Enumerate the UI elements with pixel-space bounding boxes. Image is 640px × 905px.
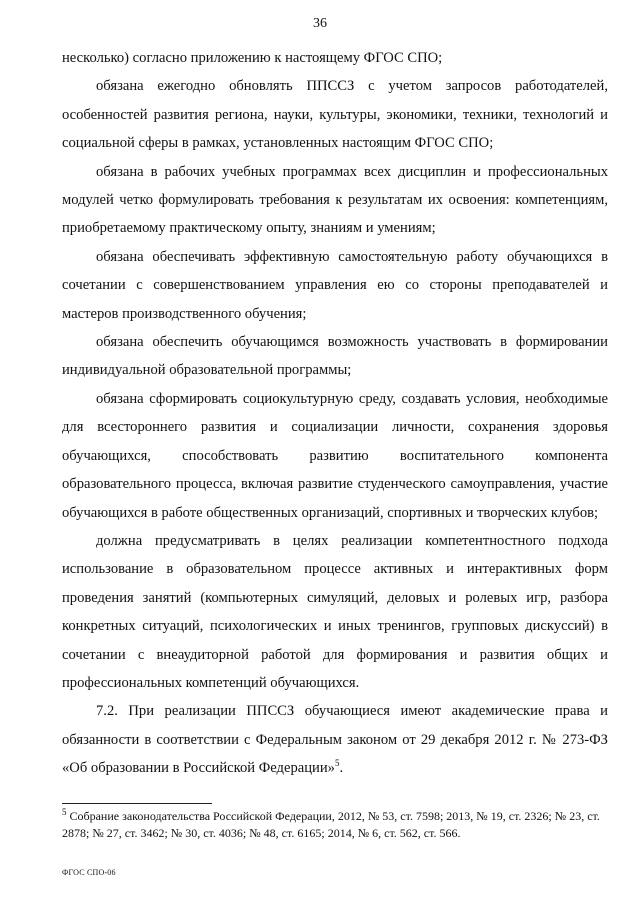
paragraph-interactive-forms: должна предусматривать в целях реализации компетентностного подхода использование в образовательном процессе активных и интерактивных форм проведения занятий (компьютерных симуляций, деловых и ролевых игр, разбора конкретных ситуаций, психологических и иных тренингов, групповых дискуссий) в сочетании с внеаудиторной работой для формирования и развития общих и профессиональных компетенций обучающихся. <box>62 532 608 691</box>
footnote-marker: 5 <box>62 807 67 817</box>
paragraph-update-ppssz: обязана ежегодно обновлять ППССЗ с учетом запросов работодателей, особенностей развития региона, науки, культуры, экономики, техники, технологий и социальной сферы в рамках, установленных настоящим ФГОС СПО; <box>62 78 608 152</box>
section-7-2-text: 7.2. При реализации ППССЗ обучающиеся имеют академические права и обязанности в соответствии с Федеральным законом от 29 декабря 2012 г. № 273-ФЗ «Об образовании в Российской Федерации» <box>62 703 608 777</box>
paragraph-continuation: несколько) согласно приложению к настоящему ФГОС СПО; <box>62 50 443 66</box>
footnote-separator <box>62 803 212 804</box>
document-body <box>62 44 608 783</box>
footer-code: ФГОС СПО-06 <box>62 868 116 877</box>
footnote-reference: 5 <box>334 758 340 769</box>
paragraph-sociocultural-environment: обязана сформировать социокультурную среду, создавать условия, необходимые для всестороннего развития и социализации личности, сохранения здоровья обучающихся, способствовать развитию воспитательного компонента образовательного процесса, включая развитие студенческого самоуправления, участие обучающихся в работе общественных организаций, спортивных и творческих клубов; <box>62 390 608 521</box>
paragraph-individual-program: обязана обеспечить обучающимся возможность участвовать в формировании индивидуальной образовательной программы; <box>62 334 608 379</box>
footnote-text: Собрание законодательства Российской Федерации, 2012, № 53, ст. 7598; 2013, № 19, ст. 2326; № 23, ст. 2878; № 27, ст. 3462; № 30, ст. 4036; № 48, ст. 6165; 2014, № 6, ст. 562, ст. 566. <box>62 809 600 840</box>
paragraph-independent-work: обязана обеспечивать эффективную самостоятельную работу обучающихся в сочетании с совершенствованием управления ею со стороны преподавателей и мастеров производственного обучения; <box>62 248 608 322</box>
paragraph-section-7-2 <box>62 697 608 782</box>
page-number: 36 <box>313 16 327 31</box>
section-7-2-period: . <box>339 760 344 777</box>
footnote <box>62 808 608 842</box>
paragraph-work-programs: обязана в рабочих учебных программах всех дисциплин и профессиональных модулей четко формулировать требования к результатам их освоения: компетенциям, приобретаемому практическому опыту, знаниям и умениям; <box>62 163 608 237</box>
